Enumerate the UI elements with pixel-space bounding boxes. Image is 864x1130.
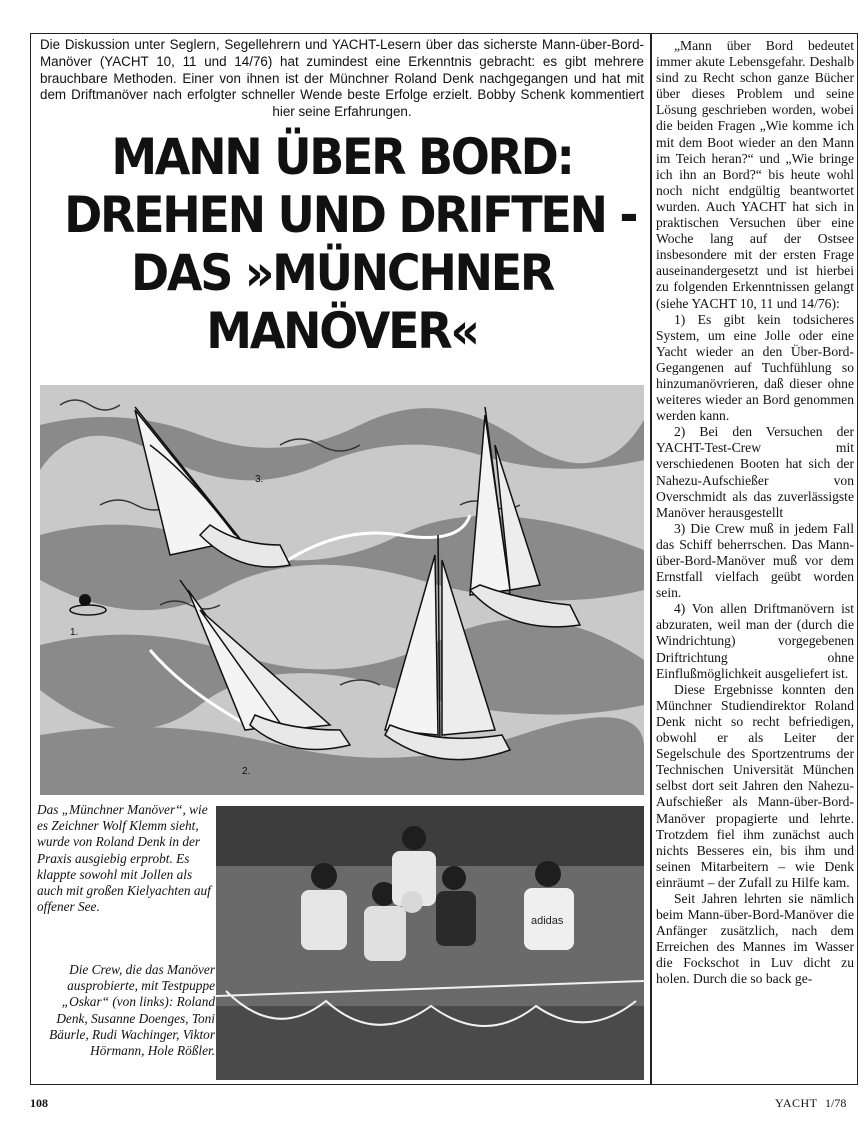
crew-photo bbox=[216, 806, 644, 1080]
headline-line-1: MANN ÜBER BORD: bbox=[111, 128, 573, 186]
illustration-label-1: 1. bbox=[70, 627, 79, 638]
body-paragraph: 4) Von allen Driftmanövern ist abzuraten, weil man der (durch die Windrichtung) vorgegebenen Driftrichtung ohne Einflußmöglichkeit ausgeliefert ist. bbox=[656, 601, 854, 681]
column-divider bbox=[650, 33, 652, 1085]
illustration-label-3: 3. bbox=[255, 474, 264, 485]
article-lead: Die Diskussion unter Seglern, Segellehrern und YACHT-Lesern über das sicherste Mann-über-Bord-Manöver (YACHT 10, 11 und 14/76) hat zumindest eine Erkenntnis gebracht: es gibt mehrere brauchbare Methoden. Einer von ihnen ist der Münchner Roland Denk nachgegangen und hat mit dem Driftmanöver nach erfolgter schneller Wende beste Erfolge erzielt. Bobby Schenk kommentiert hier seine Erfahrungen. bbox=[40, 37, 644, 120]
headline-line-4: MANÖVER« bbox=[206, 302, 478, 360]
illustration-label-2: 2. bbox=[242, 766, 251, 777]
caption-illustration: Das „Münchner Manöver“, wie es Zeichner Wolf Klemm sieht, wurde von Roland Denk in der Praxis ausgiebig erprobt. Es klappte sowohl mit Jollen als auch mit großen Kielyachten auf offener See. bbox=[37, 802, 211, 915]
body-paragraph: 2) Bei den Versuchen der YACHT-Test-Crew mit verschiedenen Booten hat sich der Nahezu-Aufschießer von Overschmidt als das zuverlässigste Manöver herausgestellt bbox=[656, 424, 854, 520]
sailing-illustration bbox=[40, 385, 644, 795]
shirt-text: adidas bbox=[531, 915, 564, 927]
article-body bbox=[656, 38, 854, 988]
headline-line-2: DREHEN UND DRIFTEN - bbox=[64, 186, 637, 244]
body-paragraph: Seit Jahren lehrten sie nämlich beim Mann-über-Bord-Manöver die Anfänger zusätzlich, nach dem Erreichen des Mannes im Wasser die Fockschot in Luv dicht zu holen. Durch die so back ge- bbox=[656, 890, 854, 987]
magazine-name: YACHT bbox=[775, 1096, 818, 1110]
page-number: 108 bbox=[30, 1096, 48, 1110]
article-headline bbox=[64, 128, 637, 360]
headline-line-3: DAS »MÜNCHNER bbox=[131, 244, 553, 302]
body-paragraph: Diese Ergebnisse konnten den Münchner Studiendirektor Roland Denk nicht so recht befriedigen, obwohl er als Leiter der Segelschule des Sportzentrums der Technischen Universität München selbst dort seit Jahren den Nahezu-Aufschießer als Mann-über-Bord-Manöver propagierte und lehrte. Trotzdem fiel ihm zunächst auch nichts Besseres ein, bis ihm und seinen Mitarbeitern – wie Denk einräumt – der Zufall zu Hilfe kam. bbox=[656, 681, 854, 890]
caption-photo: Die Crew, die das Manöver ausprobierte, mit Testpuppe „Oskar“ (von links): Roland Denk, Susanne Doenges, Toni Bäurle, Rudi Wachinger, Viktor Hörmann, Hole Rößler. bbox=[49, 962, 215, 1059]
issue-number: 1/78 bbox=[825, 1096, 847, 1110]
body-paragraph: 3) Die Crew muß in jedem Fall das Schiff beherrschen. Das Mann-über-Bord-Manöver muß vor dem Ernstfall vielfach geübt worden sein. bbox=[656, 520, 854, 601]
body-paragraph: 1) Es gibt kein todsicheres System, um eine Jolle oder eine Yacht wieder an den Über-Bord-Gegangenen auf Tuchfühlung so hinzumanövrieren, daß dieser ohne weiteres wieder an Bord genommen werden kann. bbox=[656, 311, 854, 424]
body-paragraph: „Mann über Bord bedeutet immer akute Lebensgefahr. Deshalb sind zu Recht schon ganze Bücher über dieses Problem und seine Lösung geschrieben worden, wobei die beiden Fragen „Wie komme ich mit dem Boot wieder an den Mann im Teich heran?“ und „Wie bringe ich ihn an Bord?“ bis heute wohl noch nicht endgültig beantwortet wurden. Auch YACHT hat sich in praktischen Versuchen über eine Woche lang auf der Ostsee insbesondere mit der ersten Frage auseinandergesetzt und ist hierbei zu folgenden Erkenntnissen gelangt (siehe YACHT 10, 11 und 14/76): bbox=[656, 38, 854, 311]
